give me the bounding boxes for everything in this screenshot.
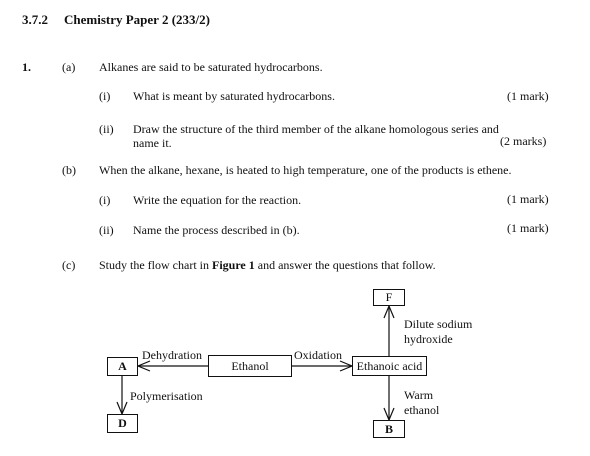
label-hydroxide: hydroxide: [404, 332, 453, 346]
part-b-ii-marks: (1 mark): [507, 221, 549, 235]
question-number: 1.: [22, 60, 31, 74]
section-number: 3.7.2: [22, 12, 48, 27]
label-oxidation: Oxidation: [294, 348, 342, 362]
part-a-ii-marks: (2 marks): [500, 134, 547, 148]
part-b-ii-text: Name the process described in (b).: [133, 223, 300, 237]
part-c-text: Study the flow chart in Figure 1 and answer the questions that follow.: [99, 258, 436, 272]
part-b-text: When the alkane, hexane, is heated to high temperature, one of the products is ethene.: [99, 163, 512, 177]
part-b-i-text: Write the equation for the reaction.: [133, 193, 302, 207]
part-a-i-label: (i): [99, 89, 111, 103]
part-b-i-label: (i): [99, 193, 111, 207]
figure-ref: Figure 1: [211, 258, 255, 272]
part-a-i-marks: (1 mark): [507, 89, 549, 103]
label-polymerisation: Polymerisation: [130, 389, 203, 403]
part-a-i-text: What is meant by saturated hydrocarbons.: [133, 89, 335, 103]
part-b-label: (b): [62, 163, 76, 177]
box-ethanoic-acid: Ethanoic acid: [352, 356, 427, 376]
part-a-ii-label: (ii): [99, 122, 114, 136]
label-dilute-sodium: Dilute sodium: [404, 317, 473, 331]
box-f: F: [373, 289, 405, 306]
part-a-label: (a): [62, 60, 76, 74]
box-a: A: [107, 357, 138, 376]
label-warm: Warm: [404, 388, 434, 402]
box-b: B: [373, 420, 405, 438]
label-dehydration: Dehydration: [142, 348, 202, 362]
part-a-text: Alkanes are said to be saturated hydrocarbons.: [99, 60, 323, 74]
part-b-i-marks: (1 mark): [507, 192, 549, 206]
part-c-label: (c): [62, 258, 76, 272]
box-d: D: [107, 414, 138, 433]
part-b-ii-label: (ii): [99, 223, 114, 237]
paper-title: Chemistry Paper 2 (233/2): [64, 12, 210, 27]
part-a-ii-text-line2: name it.: [133, 136, 172, 150]
box-ethanol: Ethanol: [208, 355, 292, 377]
part-a-ii-text-line1: Draw the structure of the third member of the alkane homologous series and: [133, 122, 499, 136]
label-ethanol-reagent: ethanol: [404, 403, 440, 417]
